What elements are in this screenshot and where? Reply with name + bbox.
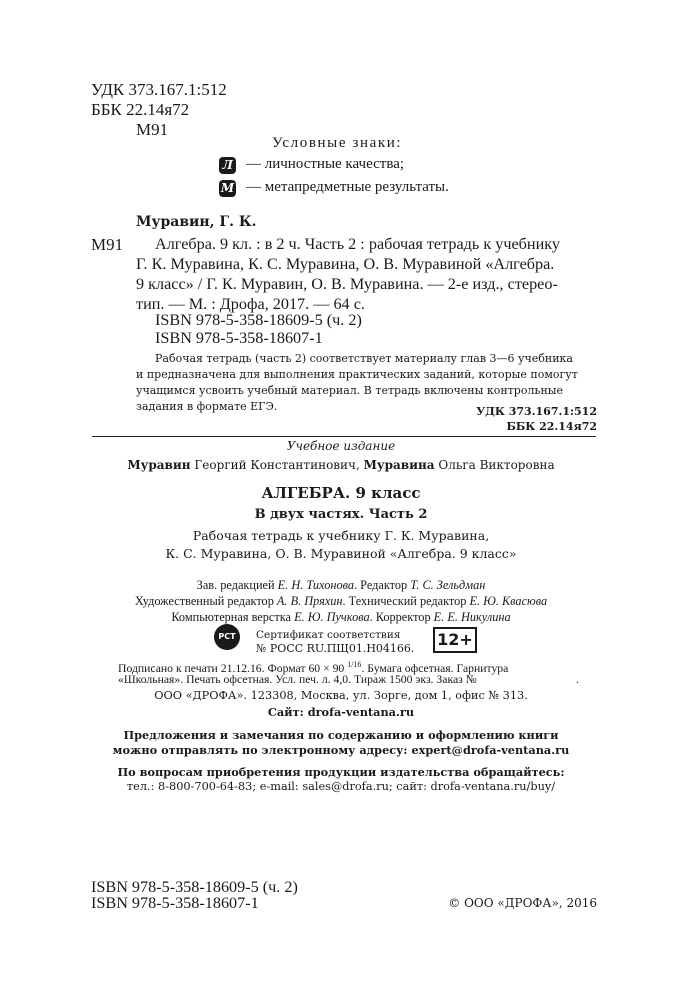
staff-line <box>0 594 682 609</box>
staff-line <box>0 578 682 593</box>
bib-description-line: Г. К. Муравина, К. С. Муравина, О. В. Муравиной «Алгебра. <box>136 255 555 273</box>
purchase-line: По вопросам приобретения продукции издательства обращайтесь: <box>117 765 565 779</box>
print-details-text: Подписано к печати 21.12.16. Формат 60 × 90 <box>118 662 348 675</box>
author-name: Ольга Викторовна <box>434 458 555 472</box>
publisher-address: ООО «ДРОФА». 123308, Москва, ул. Зорге, дом 1, офис № 313. <box>154 689 528 702</box>
staff-role: Зав. редакцией <box>196 578 278 592</box>
footer-isbn-line: ISBN 978-5-358-18609-5 (ч. 2) <box>91 878 298 896</box>
print-dot: . <box>576 673 579 686</box>
imprint-authors <box>0 458 682 472</box>
author-surname: Муравина <box>363 458 435 472</box>
book-subtitle: В двух частях. Часть 2 <box>254 507 428 522</box>
imprint-description-line: Рабочая тетрадь к учебнику Г. К. Муравина, <box>192 528 490 543</box>
print-details-text: . Бумага офсетная. Гарнитура <box>361 662 509 675</box>
bib-description-line: Алгебра. 9 кл. : в 2 ч. Часть 2 : рабочая тетрадь к учебнику <box>155 235 560 253</box>
bib-author-mark: М91 <box>91 235 124 254</box>
edition-type: Учебное издание <box>286 439 396 453</box>
author-surname: Муравин <box>127 458 191 472</box>
age-rating-badge: 12+ <box>433 627 477 653</box>
annotation-line: учащимся усвоить учебный материал. В тетрадь включены контрольные <box>136 384 564 397</box>
staff-name: Е. Е. Никулина <box>433 610 511 624</box>
staff-role: . Редактор <box>354 578 411 592</box>
format-fraction: 1/16 <box>347 660 362 669</box>
book-title: АЛГЕБРА. 9 класс <box>261 484 421 502</box>
annotation-line: задания в формате ЕГЭ. <box>136 400 278 413</box>
author-heading: Муравин, Г. К. <box>136 214 257 230</box>
suggestions-line: Предложения и замечания по содержанию и оформлению книги <box>123 728 559 742</box>
author-name: Георгий Константинович, <box>190 458 364 472</box>
bib-isbn-line: ISBN 978-5-358-18609-5 (ч. 2) <box>155 311 362 329</box>
certificate-number: № РОСС RU.ПЩ01.Н04166. <box>256 642 415 655</box>
staff-name: А. В. Пряхин <box>276 594 343 608</box>
bbk-code: ББК 22.14я72 <box>91 100 190 119</box>
bib-description-line: 9 класс» / Г. К. Муравин, О. В. Муравина. — 2-е изд., стерео- <box>136 275 558 293</box>
staff-name: Е. Н. Тихонова <box>277 578 354 592</box>
footer-isbn-line: ISBN 978-5-358-18607-1 <box>91 894 259 912</box>
imprint-description-line: К. С. Муравина, О. В. Муравиной «Алгебра. 9 класс» <box>165 546 517 561</box>
copyright: © ООО «ДРОФА», 2016 <box>448 896 597 910</box>
staff-role: Художественный редактор <box>134 594 277 608</box>
print-details-line: «Школьная». Печать офсетная. Усл. печ. л. 4,0. Тираж 1500 экз. Заказ № <box>118 673 477 686</box>
author-mark: М91 <box>136 120 169 139</box>
staff-name: Е. Ю. Пучкова <box>294 610 370 624</box>
certification-logo: РСТ <box>214 624 240 650</box>
annotation-line: Рабочая тетрадь (часть 2) соответствует материалу глав 3—6 учебника <box>155 352 573 365</box>
certificate-title: Сертификат соответствия <box>256 629 401 641</box>
udk-code: УДК 373.167.1:512 <box>91 80 227 99</box>
publisher-site: Сайт: drofa-ventana.ru <box>267 705 415 719</box>
annotation-line: и предназначена для выполнения практических заданий, которые помогут <box>136 368 578 381</box>
bib-description-line: тип. — М. : Дрофа, 2017. — 64 с. <box>136 295 365 313</box>
purchase-contacts: тел.: 8-800-700-64-83; e-mail: sales@drofa.ru; сайт: drofa-ventana.ru/buy/ <box>126 780 556 793</box>
metasubject-results-icon: М <box>220 181 235 195</box>
legend-item-metasubject: — метапредметные результаты. <box>246 179 449 195</box>
bib-udk-code: УДК 373.167.1:512 <box>476 405 597 418</box>
staff-line <box>0 610 682 625</box>
section-divider <box>92 436 596 437</box>
bib-bbk-code: ББК 22.14я72 <box>506 420 597 433</box>
legend-title: Условные знаки: <box>272 135 403 151</box>
staff-role: . Технический редактор <box>342 594 470 608</box>
bib-isbn-line: ISBN 978-5-358-18607-1 <box>155 329 323 347</box>
staff-name: Т. С. Зельдман <box>410 578 486 592</box>
legend-item-personal: — личностные качества; <box>246 156 405 172</box>
staff-role: Компьютерная верстка <box>171 610 295 624</box>
staff-name: Е. Ю. Квасюва <box>469 594 548 608</box>
staff-role: . Корректор <box>369 610 434 624</box>
suggestions-line: можно отправлять по электронному адресу: expert@drofa-ventana.ru <box>112 743 570 757</box>
personal-qualities-icon: Л <box>219 157 236 174</box>
